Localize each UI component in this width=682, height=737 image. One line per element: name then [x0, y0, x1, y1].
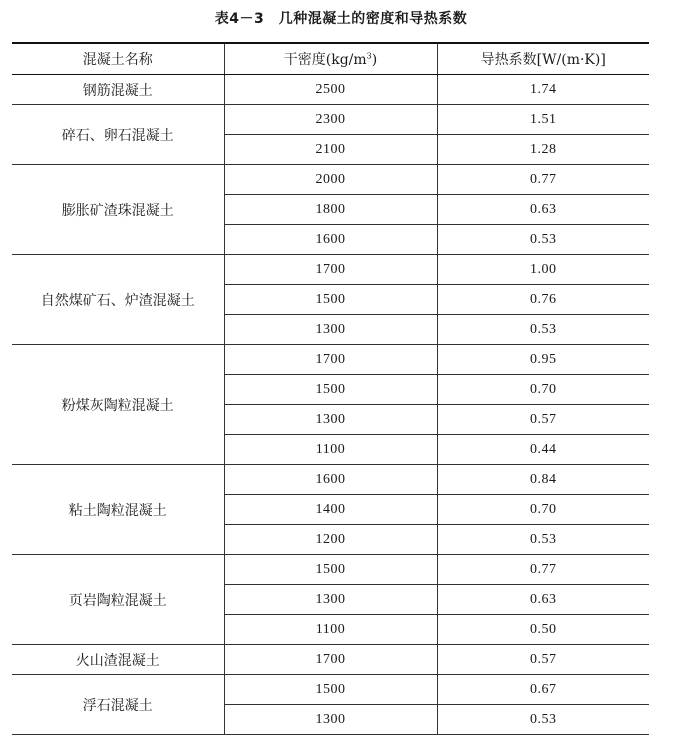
thermal-conductivity-cell: 0.44	[437, 435, 649, 465]
header-density	[224, 43, 437, 75]
thermal-conductivity-cell: 0.50	[437, 615, 649, 645]
density-cell: 2300	[224, 105, 437, 135]
table-row	[12, 645, 649, 675]
concrete-name-cell: 自然煤矿石、炉渣混凝土	[12, 255, 224, 345]
density-cell: 1500	[224, 555, 437, 585]
thermal-conductivity-cell: 0.63	[437, 195, 649, 225]
thermal-conductivity-cell: 1.28	[437, 135, 649, 165]
thermal-conductivity-cell: 1.51	[437, 105, 649, 135]
density-cell: 1300	[224, 405, 437, 435]
density-cell: 1200	[224, 525, 437, 555]
density-cell: 1100	[224, 435, 437, 465]
concrete-name-cell: 膨胀矿渣珠混凝土	[12, 165, 224, 255]
header-density-prefix: 干密度(kg/m	[283, 52, 367, 68]
header-density-suffix: )	[371, 52, 378, 68]
table-row	[12, 105, 649, 135]
thermal-conductivity-cell: 0.84	[437, 465, 649, 495]
thermal-conductivity-cell: 0.53	[437, 225, 649, 255]
thermal-conductivity-cell: 1.74	[437, 75, 649, 105]
table-title: 表4－3 几种混凝土的密度和导热系数	[214, 11, 468, 27]
concrete-thermal-table	[12, 42, 649, 735]
header-name: 混凝土名称	[12, 43, 224, 75]
concrete-name-cell: 粉煤灰陶粒混凝土	[12, 345, 224, 465]
concrete-name-cell: 粘土陶粒混凝土	[12, 465, 224, 555]
header-thermal: 导热系数[W/(m·K)]	[437, 43, 649, 75]
density-cell: 1800	[224, 195, 437, 225]
thermal-conductivity-cell: 0.76	[437, 285, 649, 315]
density-cell: 1700	[224, 645, 437, 675]
table-row	[12, 75, 649, 105]
table-row	[12, 555, 649, 585]
table-row	[12, 165, 649, 195]
header-row	[12, 43, 649, 75]
table-body	[12, 75, 649, 735]
density-cell: 2000	[224, 165, 437, 195]
thermal-conductivity-cell: 0.77	[437, 555, 649, 585]
density-cell: 1400	[224, 495, 437, 525]
thermal-conductivity-cell: 0.70	[437, 375, 649, 405]
thermal-conductivity-cell: 0.70	[437, 495, 649, 525]
thermal-conductivity-cell: 0.57	[437, 405, 649, 435]
thermal-conductivity-cell: 0.53	[437, 705, 649, 735]
density-cell: 1600	[224, 225, 437, 255]
density-cell: 1600	[224, 465, 437, 495]
thermal-conductivity-cell: 0.77	[437, 165, 649, 195]
thermal-conductivity-cell: 0.53	[437, 315, 649, 345]
thermal-conductivity-cell: 0.63	[437, 585, 649, 615]
concrete-name-cell: 碎石、卵石混凝土	[12, 105, 224, 165]
table-row	[12, 255, 649, 285]
thermal-conductivity-cell: 0.57	[437, 645, 649, 675]
density-cell: 1300	[224, 585, 437, 615]
density-cell: 2100	[224, 135, 437, 165]
density-cell: 1300	[224, 705, 437, 735]
table-row	[12, 345, 649, 375]
table-row	[12, 675, 649, 705]
concrete-name-cell: 页岩陶粒混凝土	[12, 555, 224, 645]
density-cell: 1100	[224, 615, 437, 645]
density-cell: 1500	[224, 675, 437, 705]
thermal-conductivity-cell: 1.00	[437, 255, 649, 285]
density-cell: 2500	[224, 75, 437, 105]
density-cell: 1700	[224, 345, 437, 375]
concrete-name-cell: 钢筋混凝土	[12, 75, 224, 105]
concrete-name-cell: 浮石混凝土	[12, 675, 224, 735]
thermal-conductivity-cell: 0.67	[437, 675, 649, 705]
concrete-name-cell: 火山渣混凝土	[12, 645, 224, 675]
header-density-sup: 3	[366, 51, 372, 61]
density-cell: 1700	[224, 255, 437, 285]
density-cell: 1500	[224, 285, 437, 315]
table-row	[12, 465, 649, 495]
thermal-conductivity-cell: 0.53	[437, 525, 649, 555]
density-cell: 1300	[224, 315, 437, 345]
density-cell: 1500	[224, 375, 437, 405]
thermal-conductivity-cell: 0.95	[437, 345, 649, 375]
